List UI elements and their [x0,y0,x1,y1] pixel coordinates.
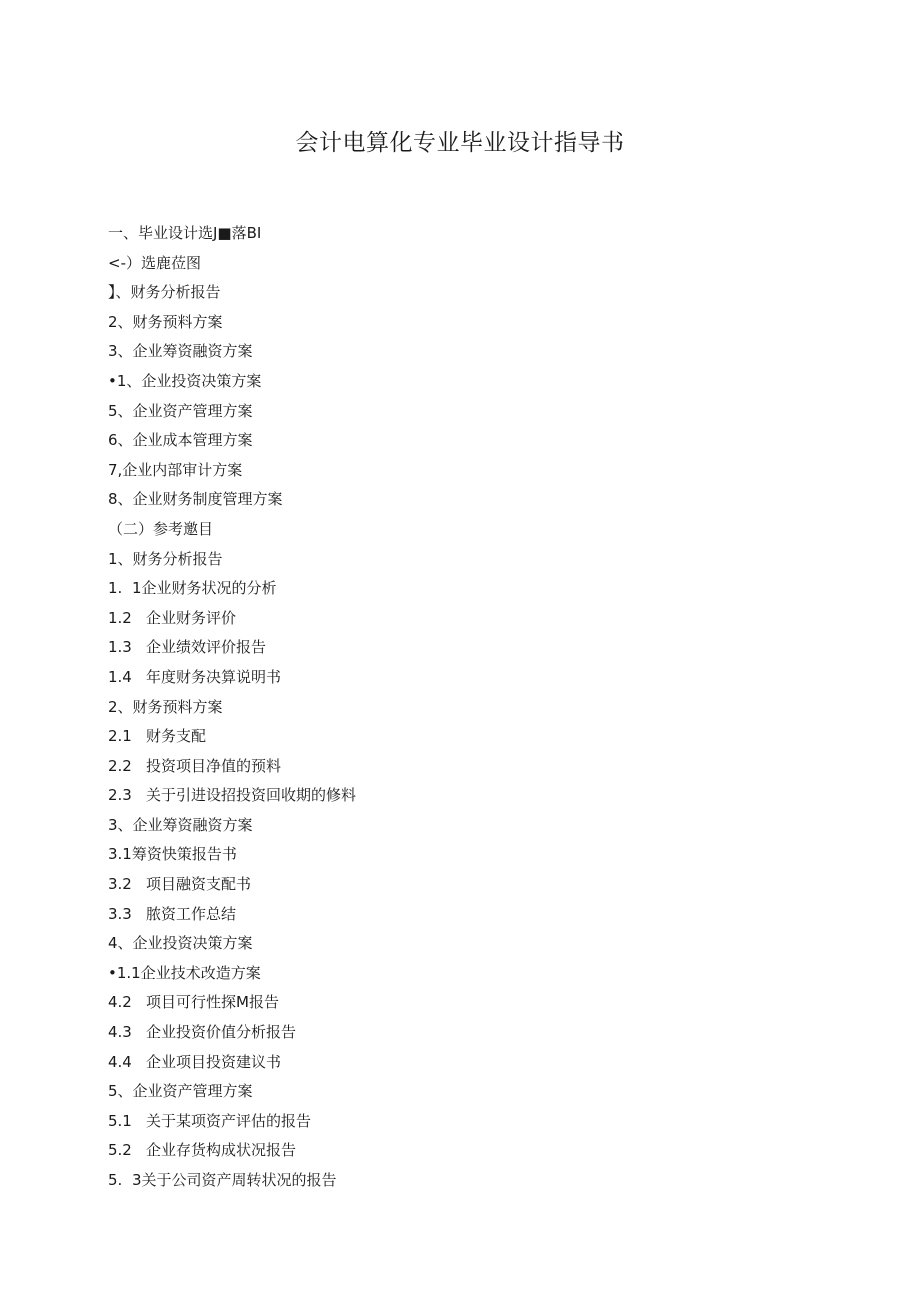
outline-line-text: 5、企业资产管理方案 [108,1082,253,1101]
outline-line [108,545,868,575]
outline-line-text: 项目可行性探M报告 [146,993,279,1012]
outline-line [108,929,868,959]
outline-list [108,219,868,1196]
outline-line [108,485,868,515]
outline-line-text: 企业投资价值分析报告 [146,1023,297,1042]
outline-line-number: 3.3 [108,904,132,923]
outline-line-number: 5.1 [108,1111,132,1130]
outline-line-text: 关于某项资产评估的报告 [146,1111,312,1130]
outline-line-number: 1.3 [108,638,132,657]
outline-line [108,308,868,338]
outline-line [108,1136,868,1166]
outline-line-text: 脓资工作总结 [146,904,237,923]
outline-line [108,752,868,782]
outline-line-number: 5. [108,1171,123,1189]
outline-line [108,219,868,249]
outline-line [108,663,868,693]
outline-line [108,633,868,663]
outline-line-text: 财务支配 [146,727,207,746]
outline-line [108,781,868,811]
outline-line-text: 1企业财务状况的分析 [132,579,277,598]
outline-line-text: 】、财务分析报告 [108,283,221,302]
outline-line-text: 一、毕业设计选J■落BI [108,224,262,242]
outline-line-text: 6、企业成本管理方案 [108,431,253,450]
outline-line-text: 1、财务分析报告 [108,549,223,568]
outline-line-text: •1、企业投资决策方案 [108,371,262,390]
outline-line-number: 2.1 [108,727,132,746]
outline-line-text: 2、财务预料方案 [108,312,223,331]
outline-line-number: 2.3 [108,786,132,805]
outline-line [108,840,868,870]
outline-line [108,988,868,1018]
outline-line [108,397,868,427]
outline-line-text: •1.1企业技术改造方案 [108,963,261,982]
outline-line-text: 8、企业财务制度管理方案 [108,490,283,509]
outline-line-number: 4.2 [108,993,132,1012]
outline-line [108,604,868,634]
outline-line-number: 2.2 [108,756,132,775]
outline-line [108,1048,868,1078]
document-title: 会计电算化专业毕业设计指导书 [295,130,625,156]
outline-line [108,367,868,397]
outline-line-text: 关于引进设招投资回收期的修料 [146,786,357,805]
outline-line-text: 企业项目投资建议书 [146,1052,282,1071]
outline-line [108,515,868,545]
outline-line [108,959,868,989]
outline-line-text: 3关于公司资产周转状况的报告 [132,1171,337,1189]
outline-line [108,426,868,456]
outline-line-number: 1. [108,579,123,598]
outline-line-number: 1.4 [108,667,132,686]
outline-line-text: <-）选鹿莅图 [108,253,201,272]
outline-line-text: 项目融资支配书 [146,875,252,894]
outline-line [108,1107,868,1137]
outline-line-text: 企业绩效评价报告 [146,638,267,657]
outline-line [108,1077,868,1107]
outline-line [108,722,868,752]
outline-line-text: 投资项目净值的预料 [146,756,282,775]
outline-line-text: 企业存货构成状况报告 [146,1141,297,1160]
outline-line [108,1018,868,1048]
outline-line [108,811,868,841]
outline-line [108,574,868,604]
outline-line-text: 3、企业筹资融资方案 [108,815,253,834]
outline-line [108,1166,868,1196]
outline-line-number: 3.2 [108,875,132,894]
outline-line [108,900,868,930]
outline-line-text: 5、企业资产管理方案 [108,401,253,420]
outline-line [108,337,868,367]
outline-line [108,870,868,900]
outline-line-number: 4.3 [108,1023,132,1042]
outline-line-text: 企业财务评价 [146,608,237,627]
outline-line [108,456,868,486]
outline-line-number: 5.2 [108,1141,132,1160]
outline-line [108,249,868,279]
outline-line-text: （二）参考邀目 [108,519,214,538]
outline-line-number: 1.2 [108,608,132,627]
outline-line [108,693,868,723]
outline-line-text: 4、企业投资决策方案 [108,934,253,953]
outline-line [108,278,868,308]
outline-line-number: 4.4 [108,1052,132,1071]
outline-line-text: 年度财务决算说明书 [146,667,282,686]
outline-line-text: 3.1筹资快策报告书 [108,845,237,864]
outline-line-text: 7,企业内部审计方案 [108,460,243,479]
outline-line-text: 3、企业筹资融资方案 [108,342,253,361]
outline-line-text: 2、财务预料方案 [108,697,223,716]
